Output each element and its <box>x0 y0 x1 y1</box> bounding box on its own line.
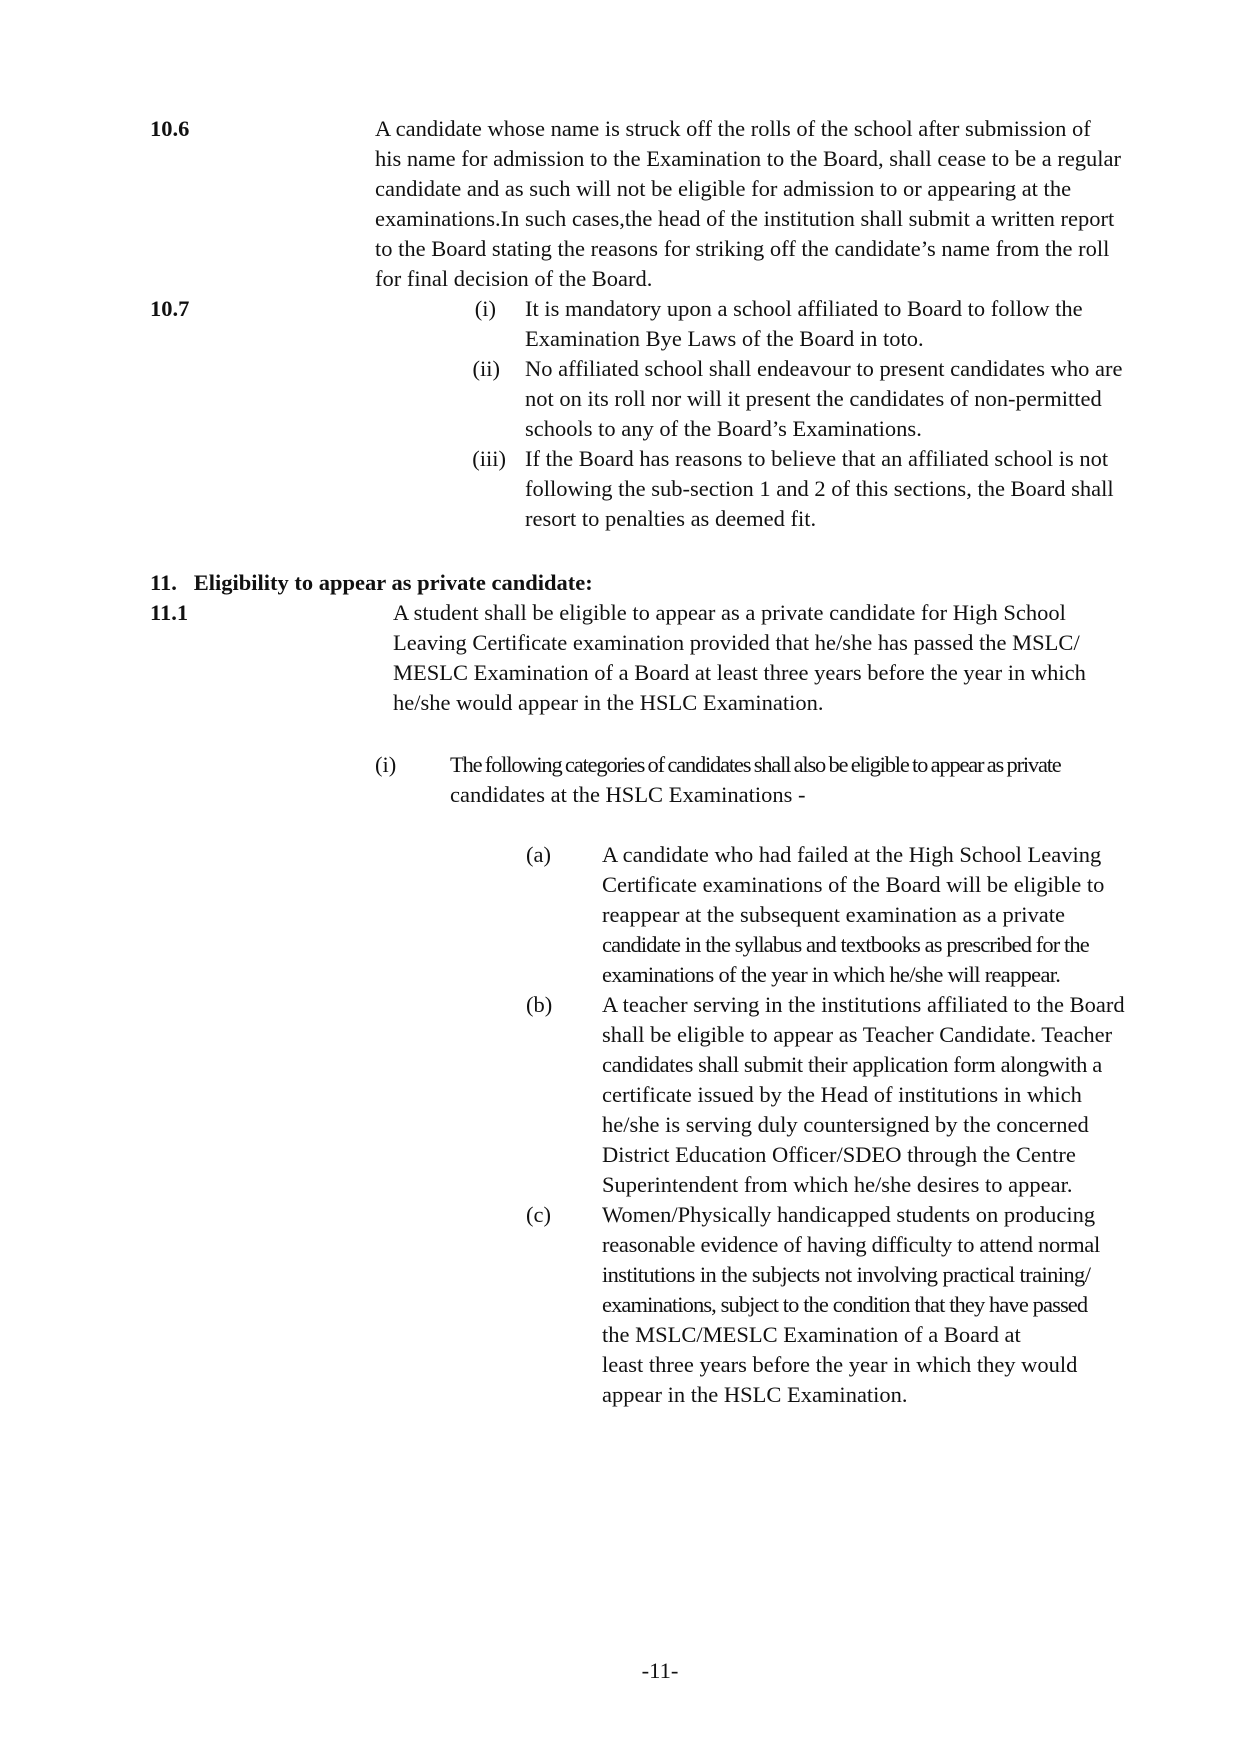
text-line: examinations.In such cases,the head of the institution shall submit a written report <box>375 206 1115 231</box>
text-line: institutions in the subjects not involving practical training/ <box>602 1262 1091 1287</box>
text-line: schools to any of the Board’s Examinations. <box>525 416 922 441</box>
section-heading-11: 11. Eligibility to appear as private candidate: <box>150 570 593 595</box>
text-line: A candidate whose name is struck off the rolls of the school after submission of <box>375 116 1091 141</box>
text-line: examinations of the year in which he/she will reappear. <box>602 962 1061 987</box>
section-11-sub-item-c <box>602 1200 1130 1410</box>
text-line: Examination Bye Laws of the Board in toto. <box>525 326 924 351</box>
text-line: resort to penalties as deemed fit. <box>525 506 817 531</box>
text-line: reasonable evidence of having difficulty to attend normal <box>602 1232 1100 1257</box>
list-marker: (c) <box>526 1202 551 1227</box>
text-line: reappear at the subsequent examination as a private <box>602 902 1065 927</box>
text-line: A student shall be eligible to appear as a private candidate for High School <box>393 600 1066 625</box>
text-line: shall be eligible to appear as Teacher Candidate. Teacher <box>602 1022 1113 1047</box>
text-line: following the sub-section 1 and 2 of this sections, the Board shall <box>525 476 1114 501</box>
text-line: Leaving Certificate examination provided that he/she has passed the MSLC/ <box>393 630 1080 655</box>
text-line: he/she is serving duly countersigned by the concerned <box>602 1112 1089 1137</box>
text-line: Superintendent from which he/she desires to appear. <box>602 1172 1073 1197</box>
text-line: examinations, subject to the condition that they have passed <box>602 1292 1088 1317</box>
section-10-7-item-iii <box>525 444 1130 534</box>
text-line: not on its roll nor will it present the candidates of non-permitted <box>525 386 1102 411</box>
list-marker: (a) <box>526 842 551 867</box>
list-marker: (i) <box>375 752 397 777</box>
list-marker: (i) <box>474 296 496 321</box>
text-line: candidate and as such will not be eligible for admission to or appearing at the <box>375 176 1072 201</box>
section-10-7-item-i <box>525 294 1130 354</box>
list-marker: (b) <box>526 992 553 1017</box>
text-line: the MSLC/MESLC Examination of a Board at <box>602 1322 1021 1347</box>
text-line: Women/Physically handicapped students on producing <box>602 1202 1096 1227</box>
text-line: A teacher serving in the institutions affiliated to the Board <box>602 992 1125 1017</box>
list-marker: (ii) <box>472 356 500 381</box>
text-line: MESLC Examination of a Board at least three years before the year in which <box>393 660 1086 685</box>
text-line: District Education Officer/SDEO through the Centre <box>602 1142 1076 1167</box>
section-10-7-item-ii <box>525 354 1130 444</box>
text-line: Certificate examinations of the Board will be eligible to <box>602 872 1105 897</box>
text-line: If the Board has reasons to believe that an affiliated school is not <box>525 446 1109 471</box>
text-line: candidates at the HSLC Examinations - <box>450 782 806 807</box>
text-line: No affiliated school shall endeavour to present candidates who are <box>525 356 1123 381</box>
text-line: for final decision of the Board. <box>375 266 653 291</box>
page-number: -11- <box>641 1658 679 1683</box>
text-line: to the Board stating the reasons for striking off the candidate’s name from the roll <box>375 236 1110 261</box>
text-line: certificate issued by the Head of institutions in which <box>602 1082 1082 1107</box>
section-11-sub-item-a <box>602 840 1130 990</box>
text-line: his name for admission to the Examination to the Board, shall cease to be a regular <box>375 146 1122 171</box>
text-line: least three years before the year in which they would <box>602 1352 1078 1377</box>
text-line: candidate in the syllabus and textbooks as prescribed for the <box>602 932 1089 957</box>
section-11-1-text <box>393 598 1130 718</box>
text-line: A candidate who had failed at the High School Leaving <box>602 842 1102 867</box>
text-line: appear in the HSLC Examination. <box>602 1382 908 1407</box>
text-line: It is mandatory upon a school affiliated to Board to follow the <box>525 296 1083 321</box>
section-11-sub-item-b <box>602 990 1130 1200</box>
list-marker: (iii) <box>472 446 506 471</box>
section-number-10-6: 10.6 <box>150 116 190 141</box>
section-number-11-1: 11.1 <box>150 600 189 625</box>
section-number-10-7: 10.7 <box>150 296 190 321</box>
section-11-item-i <box>450 750 1130 810</box>
text-line: candidates shall submit their application form alongwith a <box>602 1052 1102 1077</box>
section-10-6-text <box>375 114 1130 294</box>
text-line: The following categories of candidates shall also be eligible to appear as private <box>450 752 1061 777</box>
text-line: he/she would appear in the HSLC Examination. <box>393 690 824 715</box>
